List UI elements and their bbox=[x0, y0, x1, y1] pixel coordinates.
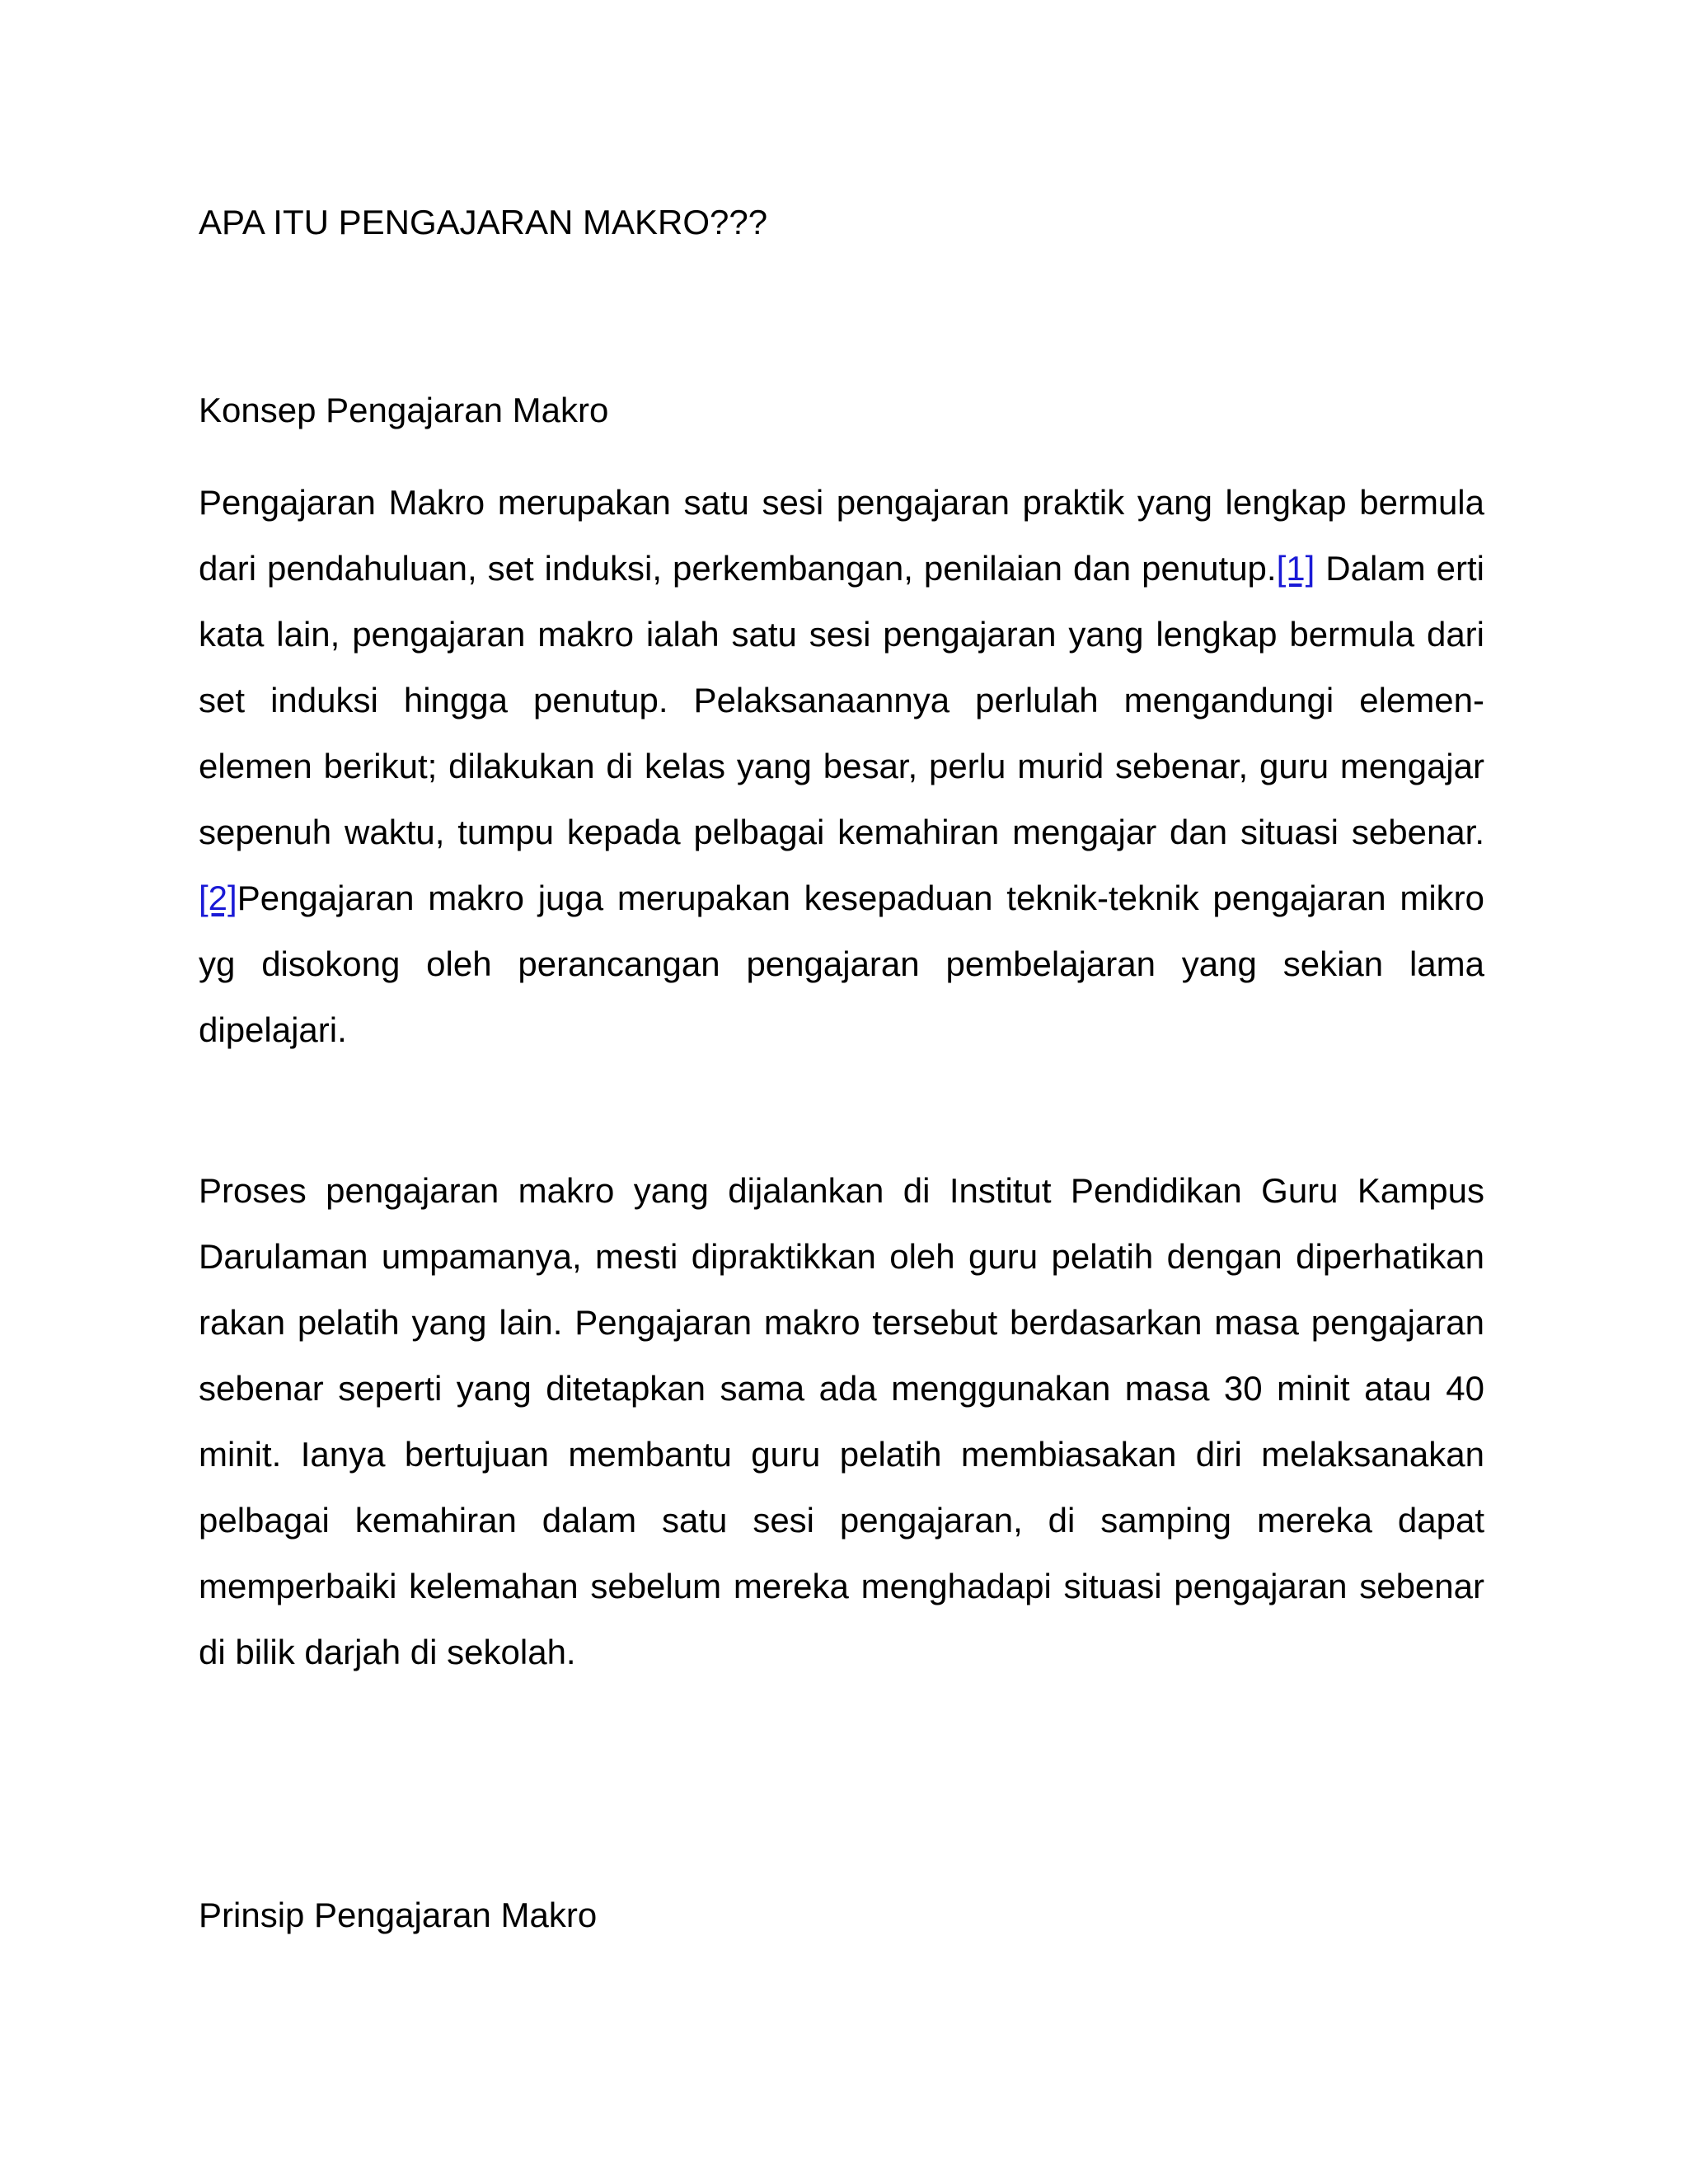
paragraph-konsep-1-part1: Pengajaran Makro merupakan satu sesi pengajaran praktik yang lengkap bermula dari pendahuluan, set induksi, perkembangan, penilaian dan penutup. bbox=[199, 483, 1484, 588]
document-title bbox=[199, 190, 1484, 255]
paragraph-konsep-2 bbox=[199, 1158, 1484, 1685]
document-title-text: APA ITU PENGAJARAN MAKRO??? bbox=[199, 203, 768, 241]
section-heading-konsep-text: Konsep Pengajaran Makro bbox=[199, 391, 609, 429]
paragraph-konsep-1-text bbox=[199, 470, 1484, 1063]
footnote-link-2[interactable]: [2] bbox=[199, 879, 237, 917]
section-heading-konsep bbox=[199, 377, 1484, 443]
section-heading-prinsip-text: Prinsip Pengajaran Makro bbox=[199, 1896, 598, 1934]
footnote-link-1[interactable]: [1] bbox=[1276, 549, 1315, 588]
section-heading-prinsip bbox=[199, 1882, 1484, 1948]
paragraph-konsep-1-part2: Dalam erti kata lain, pengajaran makro ialah satu sesi pengajaran yang lengkap bermula dari set induksi hingga penutup. Pelaksanaannya perlulah mengandungi elemen-elemen berikut; dilakukan di kelas yang besar, perlu murid sebenar, guru mengajar sepenuh waktu, tumpu kepada pelbagai kemahiran mengajar dan situasi sebenar. bbox=[199, 549, 1484, 851]
paragraph-konsep-1-part3: Pengajaran makro juga merupakan kesepaduan teknik-teknik pengajaran mikro yg disokong oleh perancangan pengajaran pembelajaran yang sekian lama dipelajari. bbox=[199, 879, 1484, 1049]
paragraph-konsep-2-text: Proses pengajaran makro yang dijalankan di Institut Pendidikan Guru Kampus Darulaman umpamanya, mesti dipraktikkan oleh guru pelatih dengan diperhatikan rakan pelatih yang lain. Pengajaran makro tersebut berdasarkan masa pengajaran sebenar seperti yang ditetapkan sama ada menggunakan masa 30 minit atau 40 minit. Ianya bertujuan membantu guru pelatih membiasakan diri melaksanakan pelbagai kemahiran dalam satu sesi pengajaran, di samping mereka dapat memperbaiki kelemahan sebelum mereka menghadapi situasi pengajaran sebenar di bilik darjah di sekolah. bbox=[199, 1171, 1484, 1671]
paragraph-konsep-1 bbox=[199, 470, 1484, 1063]
